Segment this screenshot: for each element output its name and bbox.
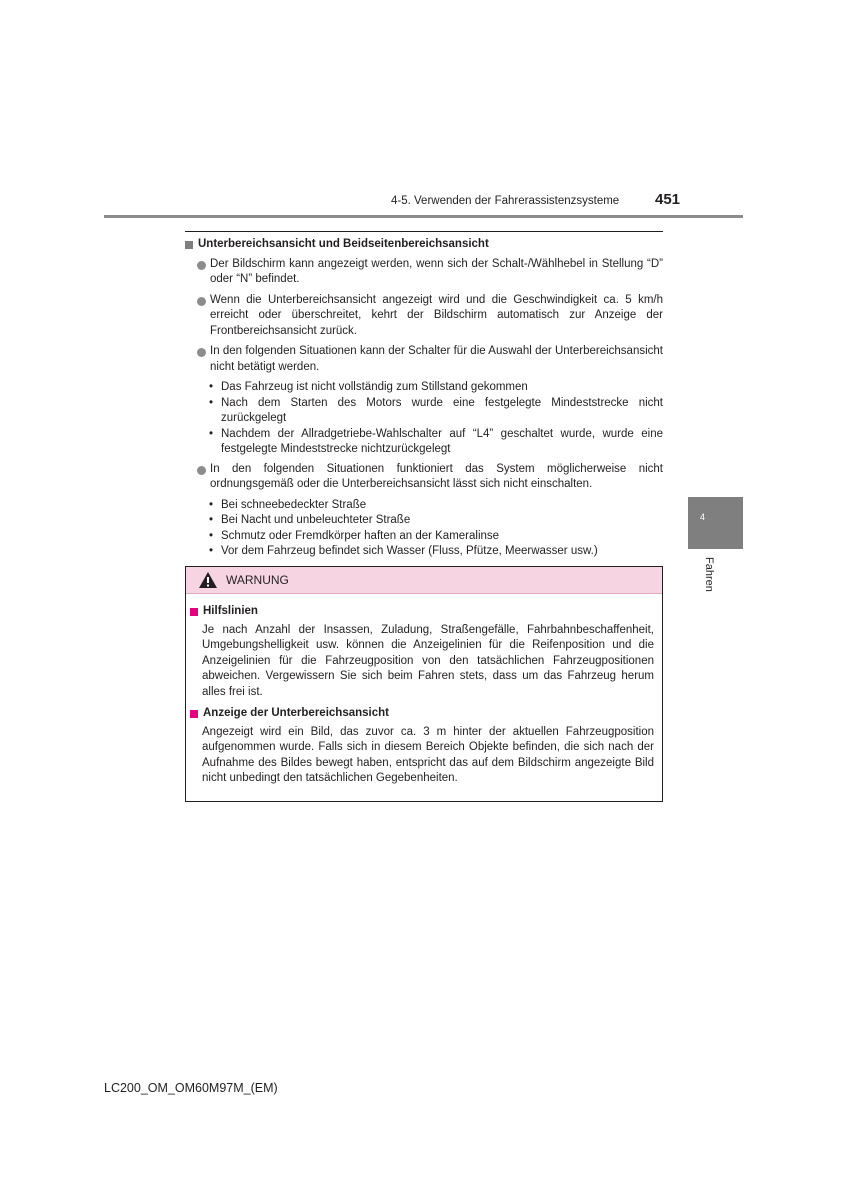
sub-list-item: • Schmutz oder Fremdkörper haften an der Kameralinse <box>185 529 663 545</box>
square-bullet-icon <box>190 710 198 718</box>
sub-list-item: • Nachdem der Allradgetriebe-Wahlschalter auf “L4” geschaltet wurde, wurde eine festgelegte Mindeststrecke nichtzurückgelegt <box>209 427 663 455</box>
sub-list-item: • Bei schneebedeckter Straße <box>185 498 663 514</box>
sub-list-item: • Nach dem Starten des Motors wurde eine festgelegte Mindeststrecke nicht zurückgelegt <box>209 396 663 424</box>
warning-triangle-icon <box>198 571 218 589</box>
warning-item-text: Angezeigt wird ein Bild, das zuvor ca. 3 m hinter der aktuellen Fahrzeugposition aufgenommen wurde. Falls sich in diesem Bereich Objekte befinden, die sich nach der Aufnahme des Bildes bewegt haben, entspricht das auf dem Bildschirm angezeigte Bild nicht unbedingt den tatsächlichen Gegebenheiten. <box>202 725 654 784</box>
dot-icon: • <box>209 427 214 440</box>
bullet-text: Wenn die Unterbereichsansicht angezeigt wird und die Geschwindigkeit ca. 5 km/h erreicht oder überschreitet, kehrt der Bildschirm automatisch zur Anzeige der Frontbereichsansicht zurück. <box>210 293 663 337</box>
warning-item-title: Hilfslinien <box>203 605 258 617</box>
list-item <box>185 344 663 375</box>
bullet-text: Der Bildschirm kann angezeigt werden, wenn sich der Schalt-/Wählhebel in Stellung “D” oder “N” befindet. <box>210 257 663 285</box>
sub-list <box>185 498 663 560</box>
section-content <box>185 237 663 564</box>
dot-icon: • <box>209 514 214 526</box>
warning-box <box>185 566 663 802</box>
header-rule <box>104 215 743 218</box>
warning-item-text: Je nach Anzahl der Insassen, Zuladung, Straßengefälle, Fahrbahnbeschaffenheit, Umgebungshelligkeit usw. können die Anzeigelinien für die Reifenposition und die Anzeigelinien für die Fahrzeugposition von den tatsächlichen Fahrzeugpositionen abweichen. Vergewissern Sie sich beim Fahren stets, dass um das Fahrzeug herum alles frei ist. <box>202 623 654 698</box>
footer-document-code: LC200_OM_OM60M97M_(EM) <box>104 1081 278 1095</box>
sub-list-item: • Bei Nacht und unbeleuchteter Straße <box>185 513 663 529</box>
section-heading <box>185 237 663 253</box>
warning-item-heading <box>190 604 654 620</box>
dot-icon: • <box>209 545 214 557</box>
list-item <box>185 257 663 288</box>
dot-icon: • <box>209 498 214 511</box>
page-number: 451 <box>655 191 681 208</box>
sub-list-item: • Vor dem Fahrzeug befindet sich Wasser (Fluss, Pfütze, Meerwasser usw.) <box>185 544 663 560</box>
chapter-tab-number: 4 <box>700 512 706 522</box>
bullet-text: In den folgenden Situationen kann der Schalter für die Auswahl der Unterbereichsansicht nicht betätigt werden. <box>210 345 663 373</box>
section-title: Unterbereichsansicht und Beidseitenbereichsansicht <box>198 238 489 250</box>
warning-header <box>186 567 662 594</box>
dot-icon: • <box>209 396 214 409</box>
sub-list <box>185 380 663 458</box>
dot-icon: • <box>209 529 214 542</box>
list-item <box>185 293 663 340</box>
circle-bullet-icon <box>197 348 206 357</box>
square-bullet-icon <box>185 241 193 249</box>
warning-item-title: Anzeige der Unterbereichsansicht <box>203 707 389 719</box>
header-section-title: 4-5. Verwenden der Fahrerassistenzsysteme <box>391 195 620 207</box>
chapter-tab-label: Fahren <box>703 557 715 592</box>
bullet-text: In den folgenden Situationen funktioniert das System möglicherweise nicht ordnungsgemäß oder die Unterbereichsansicht lässt sich nicht einschalten. <box>210 462 663 490</box>
circle-bullet-icon <box>197 466 206 475</box>
warning-label: WARNUNG <box>226 573 289 587</box>
warning-body <box>186 594 662 787</box>
list-item <box>185 462 663 493</box>
square-bullet-icon <box>190 608 198 616</box>
sub-list-item: • Das Fahrzeug ist nicht vollständig zum Stillstand gekommen <box>185 380 663 396</box>
chapter-tab <box>688 497 743 549</box>
circle-bullet-icon <box>197 297 206 306</box>
dot-icon: • <box>209 381 214 393</box>
warning-item-heading <box>190 706 654 722</box>
section-rule <box>185 231 663 232</box>
circle-bullet-icon <box>197 261 206 270</box>
